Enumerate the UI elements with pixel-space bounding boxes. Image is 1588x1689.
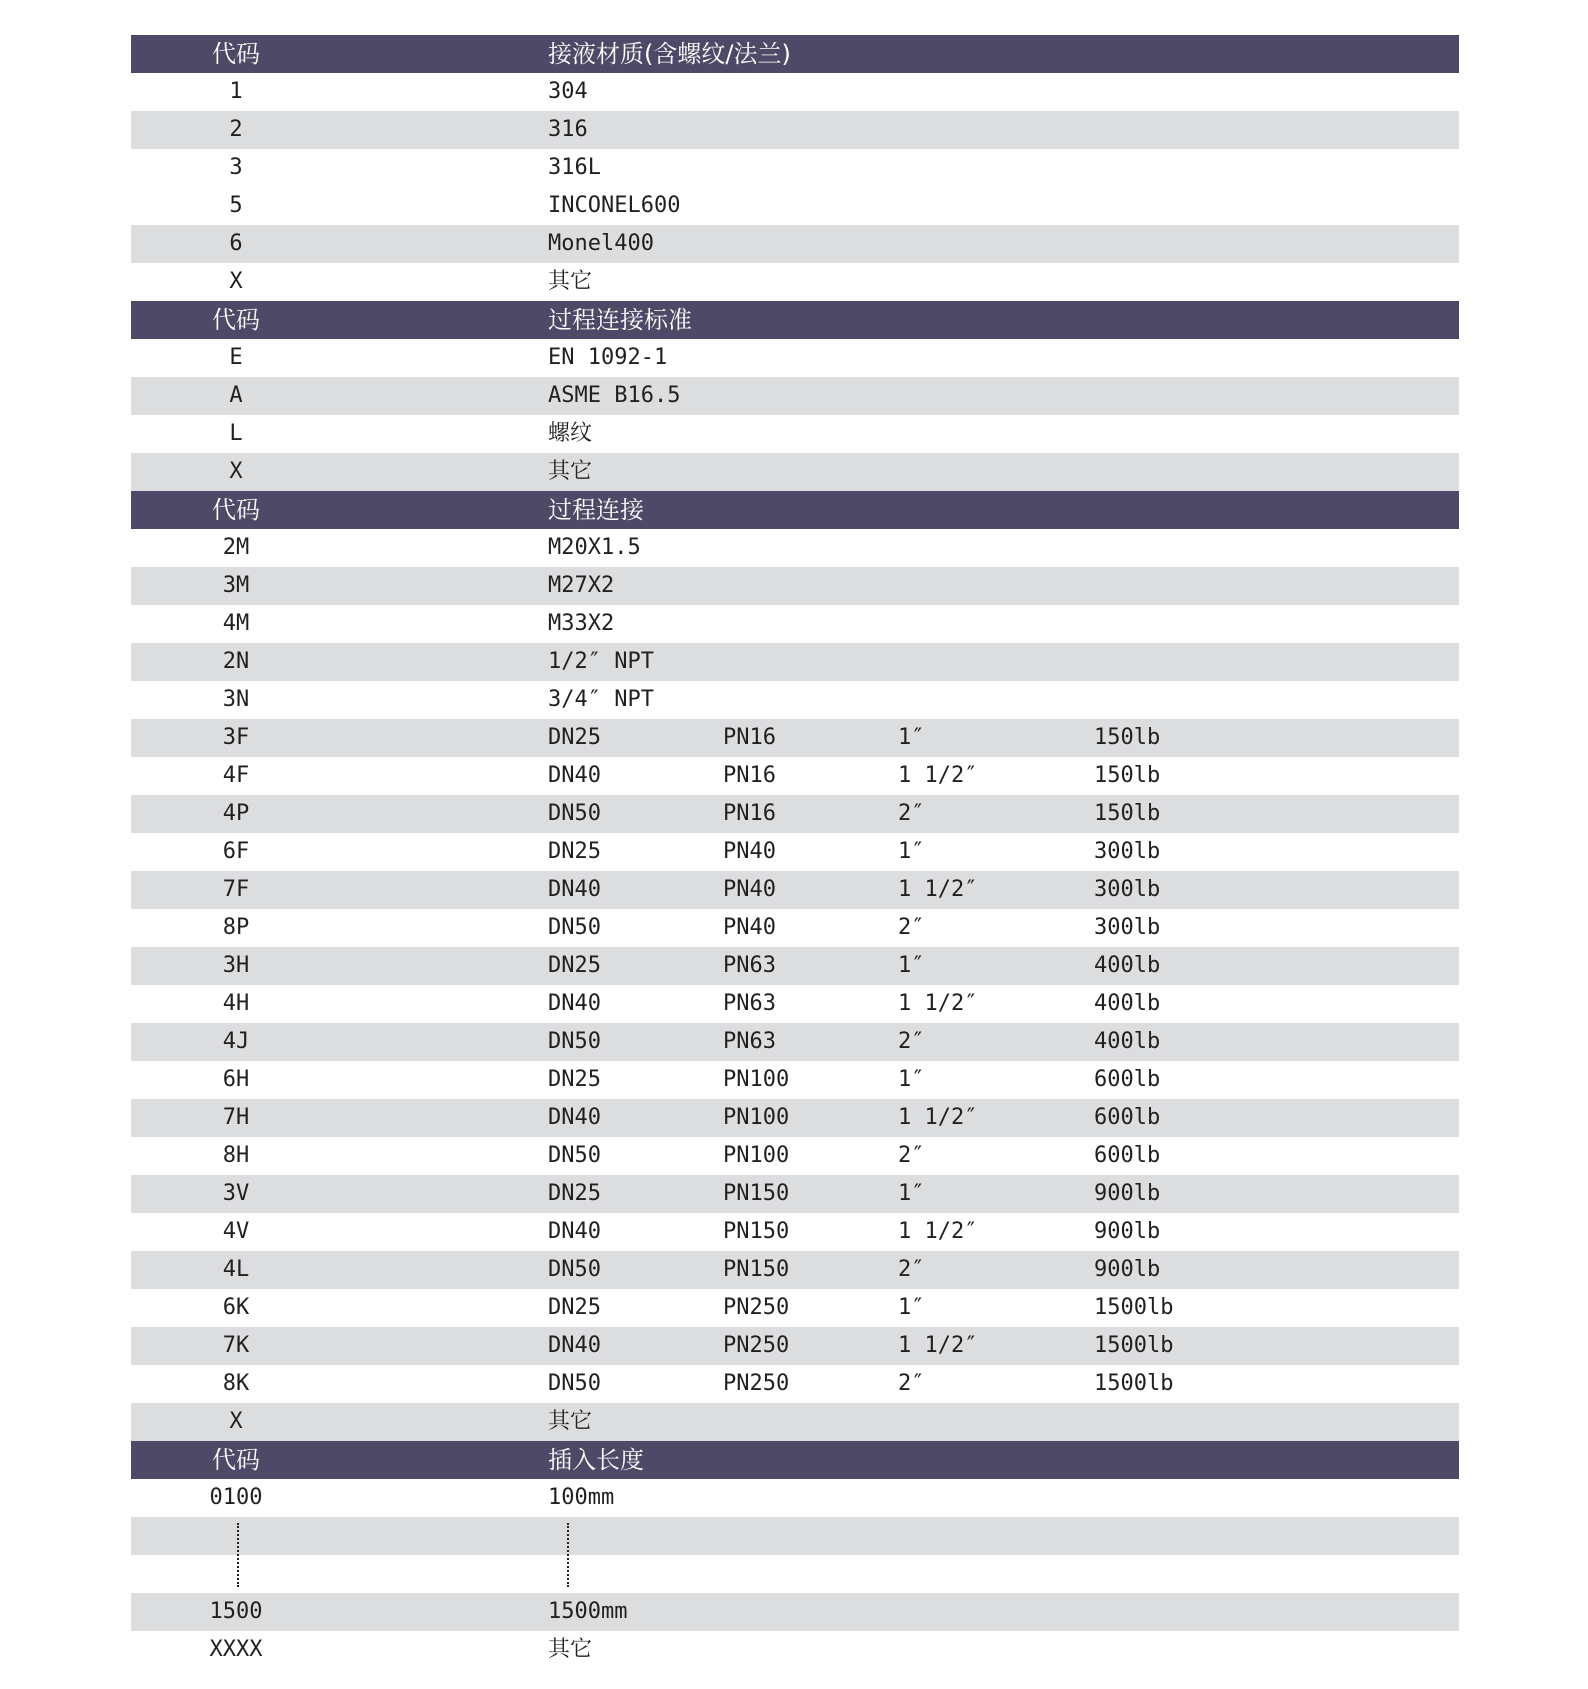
row-code: 8P xyxy=(222,915,250,940)
row-inch: 1″ xyxy=(898,1067,925,1092)
row-class: 600lb xyxy=(1094,1067,1161,1092)
row-dn: DN50 xyxy=(548,801,601,826)
row-code: 6K xyxy=(222,1295,250,1320)
row-value: M33X2 xyxy=(548,611,615,636)
table-row xyxy=(131,1365,1459,1403)
row-code: 4H xyxy=(222,991,250,1016)
header-title: 接液材质(含螺纹/法兰) xyxy=(548,40,791,68)
table-row xyxy=(131,1479,1459,1517)
standard-rows xyxy=(131,339,1459,491)
row-class: 300lb xyxy=(1094,915,1161,940)
header-title: 插入长度 xyxy=(548,1446,644,1474)
table-row xyxy=(131,225,1459,263)
row-inch: 1″ xyxy=(898,1295,925,1320)
row-class: 600lb xyxy=(1094,1143,1161,1168)
row-code: 4M xyxy=(222,611,250,636)
header-code-label: 代码 xyxy=(212,1446,260,1474)
row-value: M20X1.5 xyxy=(548,535,641,560)
row-class: 150lb xyxy=(1094,725,1161,750)
row-code: 6 xyxy=(229,231,243,256)
row-class: 900lb xyxy=(1094,1181,1161,1206)
table-row xyxy=(131,985,1459,1023)
table-row xyxy=(131,1175,1459,1213)
row-dn: DN50 xyxy=(548,1029,601,1054)
row-value: 其它 xyxy=(548,1409,593,1434)
row-value: 1/2″ NPT xyxy=(548,649,654,674)
row-value: 其它 xyxy=(548,1637,593,1662)
table-row xyxy=(131,1251,1459,1289)
row-code: 2M xyxy=(222,535,250,560)
row-inch: 1″ xyxy=(898,725,925,750)
row-inch: 1 1/2″ xyxy=(898,1105,978,1130)
table-row xyxy=(131,377,1459,415)
row-dn: DN40 xyxy=(548,1219,601,1244)
row-pn: PN63 xyxy=(723,953,776,978)
row-value: 其它 xyxy=(548,459,593,484)
row-dn: DN25 xyxy=(548,953,601,978)
row-dn: DN50 xyxy=(548,1143,601,1168)
row-pn: PN40 xyxy=(723,839,776,864)
table-row xyxy=(131,757,1459,795)
row-pn: PN40 xyxy=(723,877,776,902)
row-pn: PN40 xyxy=(723,915,776,940)
section-header-material xyxy=(131,35,1459,73)
table-row xyxy=(131,1099,1459,1137)
row-pn: PN16 xyxy=(723,725,776,750)
row-code: 4L xyxy=(222,1257,250,1282)
row-code: 6F xyxy=(222,839,250,864)
row-dn: DN50 xyxy=(548,1371,601,1396)
row-pn: PN16 xyxy=(723,801,776,826)
vertical-ellipsis xyxy=(131,1517,1459,1593)
table-row xyxy=(131,1213,1459,1251)
row-dn: DN25 xyxy=(548,1067,601,1092)
table-row xyxy=(131,605,1459,643)
row-code: 4J xyxy=(222,1029,250,1054)
row-class: 400lb xyxy=(1094,991,1161,1016)
row-value: 304 xyxy=(548,79,588,104)
row-code: 4V xyxy=(222,1219,250,1244)
table-row xyxy=(131,73,1459,111)
row-code: 4P xyxy=(222,801,250,826)
table-row xyxy=(131,263,1459,301)
row-code: 8K xyxy=(222,1371,250,1396)
row-code: X xyxy=(229,1409,243,1434)
row-code: X xyxy=(229,269,243,294)
row-pn: PN16 xyxy=(723,763,776,788)
row-code: L xyxy=(229,421,243,446)
table-row xyxy=(131,947,1459,985)
row-inch: 2″ xyxy=(898,1029,925,1054)
row-inch: 2″ xyxy=(898,915,925,940)
table-row xyxy=(131,149,1459,187)
row-value: M27X2 xyxy=(548,573,615,598)
row-value: 螺纹 xyxy=(548,421,593,446)
row-inch: 1″ xyxy=(898,839,925,864)
row-code: A xyxy=(229,383,243,408)
spec-table xyxy=(131,35,1459,1669)
row-code: 7H xyxy=(222,1105,250,1130)
header-code-label: 代码 xyxy=(212,306,260,334)
header-code-label: 代码 xyxy=(212,496,260,524)
table-row xyxy=(131,871,1459,909)
table-row xyxy=(131,187,1459,225)
table-row xyxy=(131,453,1459,491)
row-pn: PN150 xyxy=(723,1181,790,1206)
row-code: 8H xyxy=(222,1143,250,1168)
section-header-connection xyxy=(131,491,1459,529)
table-row xyxy=(131,719,1459,757)
row-class: 1500lb xyxy=(1094,1295,1174,1320)
row-value: 316 xyxy=(548,117,588,142)
row-code: 7K xyxy=(222,1333,250,1358)
row-value: ASME B16.5 xyxy=(548,383,681,408)
row-inch: 1 1/2″ xyxy=(898,991,978,1016)
header-code-label: 代码 xyxy=(212,40,260,68)
connection-rows xyxy=(131,529,1459,1441)
row-inch: 1 1/2″ xyxy=(898,1333,978,1358)
row-pn: PN150 xyxy=(723,1219,790,1244)
table-row xyxy=(131,1137,1459,1175)
table-row xyxy=(131,1061,1459,1099)
header-title: 过程连接 xyxy=(548,496,644,524)
row-code: 3V xyxy=(222,1181,250,1206)
row-pn: PN250 xyxy=(723,1333,790,1358)
row-code: 3M xyxy=(222,573,250,598)
table-row xyxy=(131,909,1459,947)
row-class: 900lb xyxy=(1094,1219,1161,1244)
table-row xyxy=(131,339,1459,377)
row-pn: PN63 xyxy=(723,1029,776,1054)
row-class: 400lb xyxy=(1094,953,1161,978)
row-pn: PN150 xyxy=(723,1257,790,1282)
row-class: 150lb xyxy=(1094,801,1161,826)
row-class: 400lb xyxy=(1094,1029,1161,1054)
row-class: 300lb xyxy=(1094,839,1161,864)
row-pn: PN100 xyxy=(723,1143,790,1168)
table-row xyxy=(131,643,1459,681)
row-dn: DN40 xyxy=(548,1105,601,1130)
table-row xyxy=(131,1631,1459,1669)
row-class: 900lb xyxy=(1094,1257,1161,1282)
row-code: 6H xyxy=(222,1067,250,1092)
row-pn: PN100 xyxy=(723,1067,790,1092)
row-code: XXXX xyxy=(209,1637,263,1662)
row-code: 1 xyxy=(229,79,243,104)
table-row xyxy=(131,415,1459,453)
row-code: 4F xyxy=(222,763,250,788)
material-rows xyxy=(131,73,1459,301)
table-row xyxy=(131,1023,1459,1061)
row-dn: DN50 xyxy=(548,915,601,940)
row-inch: 2″ xyxy=(898,1371,925,1396)
row-class: 1500lb xyxy=(1094,1333,1174,1358)
table-row xyxy=(131,795,1459,833)
row-pn: PN250 xyxy=(723,1295,790,1320)
row-code: X xyxy=(229,459,243,484)
section-header-length xyxy=(131,1441,1459,1479)
table-row xyxy=(131,1403,1459,1441)
row-dn: DN25 xyxy=(548,725,601,750)
row-code: 3F xyxy=(222,725,250,750)
row-dn: DN25 xyxy=(548,839,601,864)
table-row xyxy=(131,567,1459,605)
row-class: 1500lb xyxy=(1094,1371,1174,1396)
row-inch: 2″ xyxy=(898,801,925,826)
row-dn: DN50 xyxy=(548,1257,601,1282)
row-dn: DN40 xyxy=(548,763,601,788)
table-row xyxy=(131,833,1459,871)
row-dn: DN25 xyxy=(548,1181,601,1206)
section-header-standard xyxy=(131,301,1459,339)
row-value: Monel400 xyxy=(548,231,654,256)
row-value: 3/4″ NPT xyxy=(548,687,654,712)
row-inch: 1 1/2″ xyxy=(898,877,978,902)
row-code: 3 xyxy=(229,155,243,180)
row-class: 150lb xyxy=(1094,763,1161,788)
row-inch: 1″ xyxy=(898,953,925,978)
row-dn: DN40 xyxy=(548,991,601,1016)
row-class: 600lb xyxy=(1094,1105,1161,1130)
row-dn: DN40 xyxy=(548,1333,601,1358)
row-code: 2N xyxy=(222,649,250,674)
row-value: 100mm xyxy=(548,1485,615,1510)
value-ellipsis-line xyxy=(567,1523,569,1587)
row-code: 1500 xyxy=(209,1599,263,1624)
row-inch: 1 1/2″ xyxy=(898,763,978,788)
row-code: 3H xyxy=(222,953,250,978)
row-value: 1500mm xyxy=(548,1599,628,1624)
row-inch: 2″ xyxy=(898,1143,925,1168)
row-dn: DN25 xyxy=(548,1295,601,1320)
table-row xyxy=(131,681,1459,719)
row-pn: PN63 xyxy=(723,991,776,1016)
table-row xyxy=(131,1327,1459,1365)
row-code: 5 xyxy=(229,193,243,218)
row-code: E xyxy=(229,345,243,370)
row-code: 3N xyxy=(222,687,250,712)
code-ellipsis-line xyxy=(237,1523,239,1587)
table-row xyxy=(131,111,1459,149)
table-row xyxy=(131,529,1459,567)
table-row xyxy=(131,1593,1459,1631)
row-value: 316L xyxy=(548,155,601,180)
row-inch: 1 1/2″ xyxy=(898,1219,978,1244)
row-class: 300lb xyxy=(1094,877,1161,902)
row-inch: 2″ xyxy=(898,1257,925,1282)
header-title: 过程连接标准 xyxy=(548,306,692,334)
row-code: 0100 xyxy=(209,1485,263,1510)
row-pn: PN100 xyxy=(723,1105,790,1130)
row-value: INCONEL600 xyxy=(548,193,681,218)
row-inch: 1″ xyxy=(898,1181,925,1206)
table-row xyxy=(131,1289,1459,1327)
row-value: 其它 xyxy=(548,269,593,294)
row-value: EN 1092-1 xyxy=(548,345,668,370)
row-pn: PN250 xyxy=(723,1371,790,1396)
row-code: 2 xyxy=(229,117,243,142)
row-dn: DN40 xyxy=(548,877,601,902)
row-code: 7F xyxy=(222,877,250,902)
ellipsis-rows xyxy=(131,1517,1459,1593)
